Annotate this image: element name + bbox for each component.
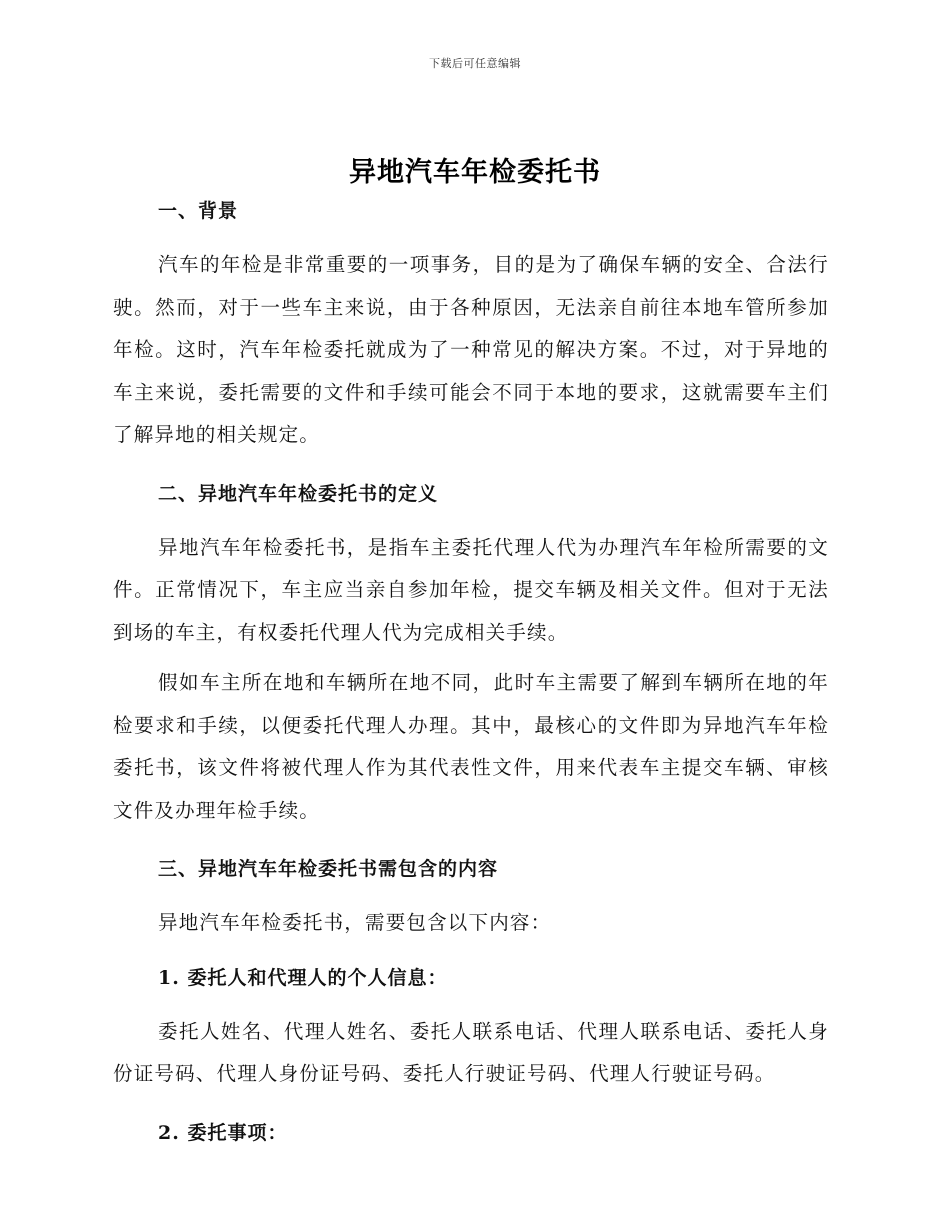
section-heading-contents: 三、异地汽车年检委托书需包含的内容 — [158, 858, 499, 880]
paragraph-background: 汽车的年检是非常重要的一项事务，目的是为了确保车辆的安全、合法行驶。然而，对于一些车主来说，由于各种原因，无法亲自前往本地车管所参加年检。这时，汽车年检委托就成为了一种常见的解决方案。不过，对于异地的车主来说，委托需要的文件和手续可能会不同于本地的要求，这就需要车主们了解异地的相关规定。 — [113, 253, 829, 446]
subheading-delegated-matters: 2. 委托事项： — [158, 1121, 288, 1144]
document-title: 异地汽车年检委托书 — [349, 157, 601, 188]
section-heading-background: 一、背景 — [158, 200, 239, 222]
document-body — [113, 192, 829, 1152]
paragraph-definition-1: 异地汽车年检委托书，是指车主委托代理人代为办理汽车年检所需要的文件。正常情况下，车主应当亲自参加年检，提交车辆及相关文件。但对于无法到场的车主，有权委托代理人代为完成相关手续。 — [113, 535, 829, 644]
paragraph-personal-info: 委托人姓名、代理人姓名、委托人联系电话、代理人联系电话、委托人身份证号码、代理人身份证号码、委托人行驶证号码、代理人行驶证号码。 — [113, 1019, 829, 1085]
paragraph-contents: 异地汽车年检委托书，需要包含以下内容： — [158, 911, 552, 934]
subheading-personal-info: 1. 委托人和代理人的个人信息： — [158, 966, 448, 989]
paragraph-definition-2: 假如车主所在地和车辆所在地不同，此时车主需要了解到车辆所在地的年检要求和手续，以便委托代理人办理。其中，最核心的文件即为异地汽车年检委托书，该文件将被代理人作为其代表性文件，用来代表车主提交车辆、审核文件及办理年检手续。 — [113, 671, 829, 822]
header-note: 下载后可任意编辑 — [429, 57, 521, 70]
section-heading-definition: 二、异地汽车年检委托书的定义 — [158, 482, 439, 505]
